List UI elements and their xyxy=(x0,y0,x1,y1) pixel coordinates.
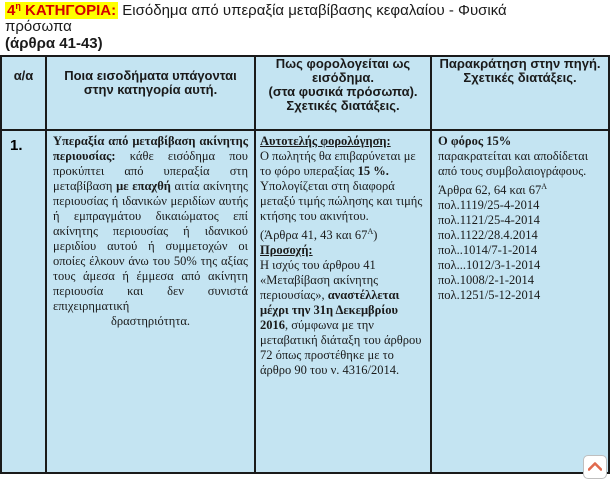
list-item: πολ.1251/5-12-2014 xyxy=(438,288,541,303)
header-cell-number: α/α xyxy=(1,56,46,130)
header-articles: (άρθρα 41-43) xyxy=(5,35,103,52)
withholding-title: Ο φόρος 15% xyxy=(438,134,512,148)
list-item: πολ.1119/25-4-2014 xyxy=(438,198,540,213)
income-title: Υπεραξία από μεταβίβαση ακίνητης περιουσίας: xyxy=(53,134,248,163)
header-cell-taxation: Πως φορολογείται ως εισόδημα. (στα φυσικά πρόσωπα). Σχετικές διατάξεις. xyxy=(255,56,431,130)
list-item: πολ.1121/25-4-2014 xyxy=(438,213,540,228)
note-title: Προσοχή: xyxy=(260,243,313,258)
header-cell-withholding: Παρακράτηση στην πηγή. Σχετικές διατάξεις. xyxy=(431,56,609,130)
list-item: πολ...1012/3-1-2014 xyxy=(438,258,541,273)
withholding-cell: Ο φόρος 15% παρακρατείται και αποδίδεται από τους συμβολαιογράφους. Άρθρα 62, 64 και $67^A$ πολ.1119/25-4-2014 πολ.1121/25-4-2014 πολ.1122/28.4.2014 πολ..1014/7-1-2014 πολ...1012/3-1-2014 πολ.1008/2-1-2014 πολ.1251/5-12-2014 xyxy=(431,130,609,473)
circular-list xyxy=(438,198,604,303)
taxation-title: Αυτοτελής φορολόγηση: xyxy=(260,134,391,148)
taxation-cell: Αυτοτελής φορολόγηση: Ο πωλητής θα επιβαρύνεται με το φόρο υπεραξίας 15 %. Υπολογίζεται στη διαφορά μεταξύ τιμής πώλησης και τιμής κτήσης του ακινήτου. (Άρθρα 41, 43 και $67^A$) Προσοχή: Η ισχύς του άρθρου 41 «Μεταβίβαση ακίνητης περιουσίας», αναστέλλεται μέχρι την 31η Δεκεμβρίου 2016, σύμφωνα με την μεταβατική διάταξη του άρθρου 72 όπως προστέθηκε με το άρθρο 90 του ν. 4316/2014. xyxy=(255,130,431,473)
header-title: Εισόδημα από υπεραξία μεταβίβασης κεφαλαίου - Φυσικά xyxy=(118,2,507,19)
table-header-row xyxy=(1,56,609,130)
header-title-continued: πρόσωπα xyxy=(5,18,72,35)
header-title-line xyxy=(5,3,507,18)
table-row xyxy=(1,130,609,473)
header-cell-income: Ποια εισοδήματα υπάγονται στην κατηγορία αυτή. xyxy=(46,56,255,130)
category-label: $4^\eta$ ΚΑΤΗΓΟΡΙΑ: xyxy=(7,1,117,19)
tax-table xyxy=(0,55,610,474)
document-header xyxy=(0,0,610,54)
income-cell: Υπεραξία από μεταβίβαση ακίνητης περιουσίας: κάθε εισόδημα που προκύπτει από υπεραξία στη μεταβίβαση με επαχθή αιτία ακίνητης περιουσίας ή ιδανικών μεριδίων αυτής ή εμπραγμάτου δικαιώματος επί ακίνητης περιουσίας ή ιδανικού μεριδίου αυτού ή συμμετοχών οι οποίες έλκουν άνω του 50% της αξίας τους άμεσα ή έμμεσα από ακίνητη περιουσία και δεν συνιστά επιχειρηματική δραστηριότητα. xyxy=(46,130,255,473)
chevron-up-icon xyxy=(588,461,602,473)
row-number-cell: 1. xyxy=(1,130,46,473)
list-item: πολ..1014/7-1-2014 xyxy=(438,243,538,258)
list-item: πολ.1008/2-1-2014 xyxy=(438,273,535,288)
scroll-to-top-button[interactable] xyxy=(583,455,607,479)
list-item: πολ.1122/28.4.2014 xyxy=(438,228,538,243)
